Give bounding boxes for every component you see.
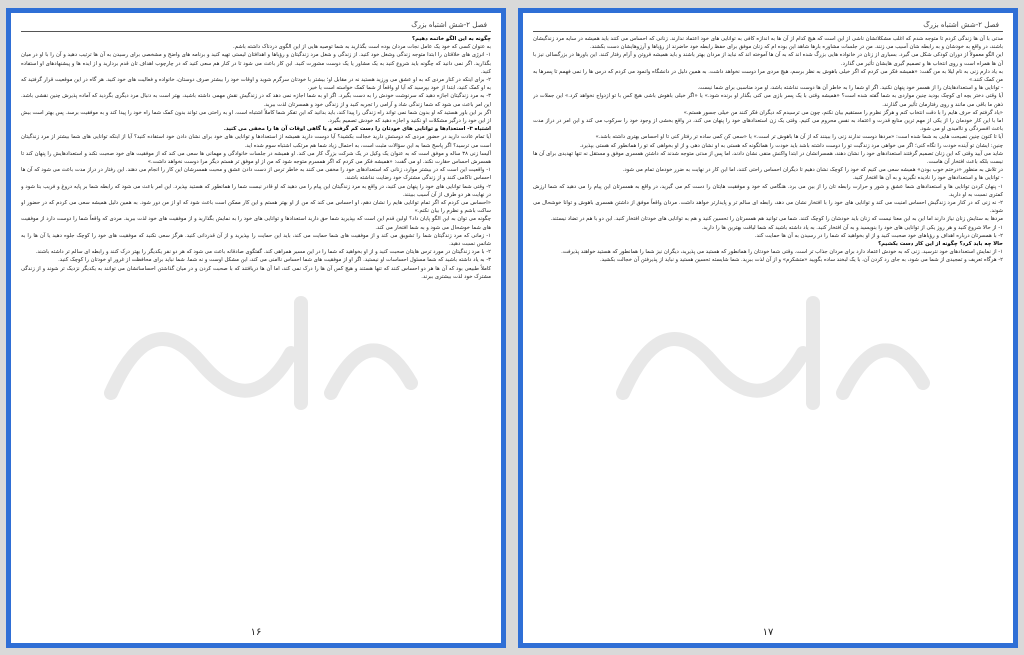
paragraph: «احساس می کردم که اگر تمام توانایی هایم را نشان دهم، او احساس می کند که من از او بهتر هستم و این کار ممکن است باعث شود که او از من دور شود. به همین دلیل همیشه سعی می کردم که در حضور او ساکت باشم و نظرم را بیان نکنم.» (21, 200, 491, 215)
paragraph: شاید می آیید وقتی که این زنان تصمیم گرفتند استعدادهای خود را نشان دهند، همسرانشان در ابتدا واکنش منفی نشان دادند، اما پس از مدتی متوجه شدند که داشتن همسری موفق و مستقل نه تنها تهدیدی برای آن ها نیست بلکه باعث افتخار آن هاست. (533, 150, 1003, 166)
paragraph: مدتی با آن ها زندگی کردم تا متوجه شدم که اغلب مشکلاتشان ناشی از این است که هیچ کدام از آن ها به اندازه کافی به توانایی های خود اعتماد ندارند. زنانی که احساس می کنند باید همیشه در سایه مرد زندگیشان باشند، در واقع به خودشان و به رابطه شان آسیب می زنند. من در جلسات مشاوره بارها شاهد این بوده ام که زنان موفق برای حفظ رابطه خود حاضرند از رؤیاها و آرزوهایشان دست بکشند. (533, 36, 1003, 51)
paragraph: کاملاً طبیعی بود که آن ها هر دو احساس کنند که تنها هستند و هیچ کس آن ها را درک نمی کند، اما آن ها دریافتند که با صحبت کردن و در میان گذاشتن احساساتشان می توانند به یکدیگر نزدیک تر شوند و از زندگی مشترک خود لذت بیشتری ببرند. (21, 265, 491, 280)
running-header: فصل ۲-شش اشتباه بزرگ (21, 21, 491, 32)
paragraph: ۲- برای اینکه در کنار مردی که به او عشق می ورزید هستید نه در مقابل او؛ بیشتر با خودتان سرگرم شوید و اوقات خود را بیشتر صرف دوستان، خانواده و فعالیت های خود کنید. هر گاه در این موقعیت قرار گرفتید که به او کمک کنید، ابتدا از خود بپرسید که آیا او واقعاً از شما کمک خواسته است یا خیر. (21, 77, 491, 92)
paragraph: اگر بر این باور هستید که او بدون شما نمی تواند راه زندگی را پیدا کند، باید بدانید که این تفکر شما کاملاً اشتباه است. او به راحتی می تواند بدون کمک شما راه خود را پیدا کند و به موفقیت برسد. پس بهتر است بیش از این خود را درگیر مشکلات او نکنید و اجازه دهید که خودش تصمیم بگیرد. (21, 109, 491, 125)
paragraph: ۲- هرگاه تعریف و تمجیدی از شما می شود، به جای رد کردن آن، با یک لبخند ساده بگویید «متشکرم» و از آن لذت ببرید. شما شایسته تحسین هستید و نباید از پذیرفتن آن خجالت بکشید. (599, 257, 1003, 264)
paragraph: در تلاش به منظور «درختم خوب بودن» همیشه سعی می کنیم که خود را کوچک نشان دهیم تا دیگران احساس راحتی کنند، اما این کار در نهایت به ضرر خودمان تمام می شود. (622, 167, 1003, 174)
paragraph: ۱- از نمایش استعدادهای خود نترسید. زنی که به خودش اعتماد دارد برای مردان جذاب تر است. وقتی شما خودتان را همانطور که هستید می پذیرید، دیگران نیز شما را همانطور که هستید خواهند پذیرفت. (561, 249, 1003, 256)
paragraph: ۲- وقتی شما توانایی های خود را پنهان می کنید، در واقع به مرد زندگیتان این پیام را می دهید که او قادر نیست شما را همانطور که هستید بپذیرد. این امر باعث می شود که رابطه شما بر پایه دروغ و فریب بنا شود و در نهایت هر دو طرف از آن آسیب ببینند. (21, 183, 491, 198)
page-number: ۱۶ (250, 627, 262, 638)
paragraph: آلیسا زنی ۳۸ ساله و موفق است که به عنوان یک وکیل در یک شرکت بزرگ کار می کند. او همیشه در جلسات خانوادگی و مهمانی ها سعی می کند که از موفقیت های خود صحبت نکند و استعدادهایش را پنهان کند تا همسرش احساس حقارت نکند. او می گفت: «همیشه فکر می کردم که اگر همسرم متوجه شود که من از او موفق تر هستم دیگر مرا دوست نخواهد داشت.» (21, 150, 491, 166)
body-text (21, 35, 491, 281)
paragraph: آیا تمام عادت دارید در حضور مردی که دوستش دارید خجالت بکشید؟ آیا دوست دارید همیشه از استعدادها و توانایی های خود برای نشان دادن خود استفاده کنید؟ آیا از اینکه توانایی های شما بیشتر از مرد زندگیتان است می ترسید؟ اگر پاسخ شما به این سؤالات مثبت است، به احتمال زیاد شما هم مرتکب اشتباه سوم شده اید. (21, 134, 491, 149)
paragraph: ۱- انرژی های خلاقتان را ابتدا متوجه زندگی وشغل خود کنید. از زندگی و شغل مرد زندگیتان و رؤیاها و اهدافتان لیستی تهیه کنید و برنامه های واضح و مشخصی برای رسیدن به آن ها ترتیب دهید و آن را با او در میان بگذارید. اگر نمی دانید که چگونه باید شروع کنید به یک مشاور یا یک دوست مشورت کنید. این کار باعث می شود تا در کنار هم سعی کنید که در چارچوب اهداف تان قدم بردارید و از ایده ها و پیشنهادهای او استفاده کنید. (21, 52, 491, 75)
paragraph: «یاد گرفتم که حرف هایم را با دقت انتخاب کنم و هرگز نظرم را مستقیم بیان نکنم، چون می ترسیدم که دیگران فکر کنند من خیلی جسور هستم.» (683, 109, 1003, 116)
paragraph: ۳- به مرد زندگیتان اجازه دهید که سرنوشت خودش را به دست بگیرد. اگر او به شما اجازه نمی دهد که در زندگیش نقش مهمی داشته باشید، بهتر است به دنبال مرد دیگری بگردید که آماده پذیرش چنین نقشی باشد. این امر باعث می شود که شما زندگی شاد و آرامی را تجربه کنید و از زندگی خود و همسرتان لذت ببرید. (21, 93, 491, 108)
page-content (533, 21, 1003, 621)
paragraph: چنین: ایشان تو آینده خودت را نگاه کنی؛ اگر می خواهی مرد زندگیت تو را دوست داشته باشد باید خودت را همانگونه که هستی به او نشان دهی و از او بخواهی که تو را همانطور که هستی بپذیرد. (579, 142, 1003, 149)
paragraph: - توانایی ها و استعدادهای خود را نادیده نگیرید و به آن ها افتخار کنید. (852, 175, 1003, 182)
paragraph: آیا تا کنون چنین نصیحت هایی به شما شده است: «مردها دوست ندارند زنی را ببینند که از آن ها باهوش تر است.» یا «سعی کن کمی ساده تر رفتار کنی تا او احساس بهتری داشته باشد.» (595, 134, 1003, 141)
paragraph: - توانایی ها و استعدادهایتان را از همسر خود پنهان نکنید. اگر او شما را به خاطر آن ها دوست نداشته باشد، او مرد مناسبی برای شما نیست. (697, 85, 1003, 92)
paragraph: ۱- پنهان کردن توانایی ها و استعدادهای شما عشق و شور و حرارت رابطه تان را از بین می برد. هنگامی که خود و موفقیت هایتان را دست کم می گیرید، در واقع به همسرتان این پیام را می دهید که شما ارزش کمتری نسبت به او دارید. (533, 183, 1003, 198)
paragraph: ۲- با همسرتان درباره اهداف و رؤیاهای خود صحبت کنید و از او بخواهید که شما را در رسیدن به آن ها حمایت کند. (754, 232, 1003, 239)
paragraph: حالا چه باید کرد؟ چگونه از این کار دست بکشیم؟ (878, 241, 1003, 248)
body-text (533, 35, 1003, 265)
page-17 (518, 8, 1018, 648)
paragraph: اشتباه ۳- استعدادها و توانایی های خودتان را دست کم گرفته و یا گاهی اوقات آن ها را مخفی می کنید. (223, 126, 491, 133)
page-16 (6, 8, 506, 648)
paragraph: ۲- نه زنی که در کنار مرد زندگیش احساس امنیت می کند و توانایی های خود را با افتخار نشان می دهد، رابطه ای سالم تر و پایدارتر خواهد داشت. مردان واقعاً موفق از داشتن همسری باهوش و توانا خوشحال می شوند. (533, 200, 1003, 215)
running-header: فصل ۲-شش اشتباه بزرگ (533, 21, 1003, 32)
paragraph: آیا وقتی دختر بچه ای کوچک بودید چنین مواردی به شما گفته شده است؟ «همیشه وقتی با یک پسر بازی می کنی بگذار او برنده شود.» یا «اگر خیلی باهوش باشی هیچ کس با تو ازدواج نخواهد کرد.» این جملات در ذهن ما باقی می مانند و روی رفتارمان تأثیر می گذارند. (533, 93, 1003, 108)
paragraph: به عنوان کسی که خود یک عامل نجات مردان بوده است بگذارید به شما توصیه هایی از این الگوی دردناک داشته باشم. (233, 44, 491, 51)
page-number: ۱۷ (762, 627, 774, 638)
paragraph: ۱- واقعیت این است که در بیشتر موارد، زنانی که استعدادهای خود را مخفی می کنند به خاطر ترس از دست دادن عشق و محبت همسرشان این کار را انجام می دهند. این رفتار در دراز مدت باعث می شود که آن ها احساس ناکامی کنند و از زندگی مشترک خود رضایت نداشته باشند. (21, 167, 491, 182)
paragraph: اما با این کار خودمان را از یکی از مهم ترین منابع قدرت و اعتماد به نفس محروم می کنیم. وقتی یک زن استعدادهای خود را پنهان می کند، در واقع بخشی از وجود خود را سرکوب می کند و این امر در دراز مدت باعث افسردگی و ناامیدی او می شود. (533, 118, 1003, 133)
paragraph: ۱- از حالا شروع کنید و هر روز یکی از توانایی های خود را بنویسید و به آن افتخار کنید. به یاد داشته باشید که شما لیاقت بهترین ها را دارید. (701, 224, 1003, 231)
paragraph: ۱- زمانی که مرد زندگیتان شما را تشویق می کند و از موفقیت های شما حمایت می کند، باید این حمایت را بپذیرید و از آن قدردانی کنید. هرگز سعی نکنید که موفقیت های خود را کوچک جلوه دهید یا آن ها را به شانس نسبت دهید. (21, 232, 491, 248)
paragraph: مردها به ستایش زنان نیاز دارند اما این به این معنا نیست که زنان باید خودشان را کوچک کنند. شما می توانید هم همسرتان را تحسین کنید و هم به توانایی های خودتان افتخار کنید. این دو با هم در تضاد نیستند. (550, 216, 1003, 223)
paragraph: چگونه می توان به این الگو پایان داد؟ اولین قدم این است که بپذیرید شما حق دارید استعدادها و توانایی های خود را به نمایش بگذارید و از موفقیت های خود لذت ببرید. مردی که واقعاً شما را دوست دارد از موفقیت های شما خوشحال می شود و به شما افتخار می کند. (21, 216, 491, 231)
paragraph: این الگو معمولاً از دوران کودکی شکل می گیرد. بسیاری از زنان در خانواده هایی بزرگ شده اند که به آن ها آموخته اند که نباید از مردان بهتر باشند و باید همیشه فروتن و آرام رفتار کنند. این باورها در بزرگسالی نیز با آن ها همراه است و روی انتخاب ها و تصمیم گیری هایشان تأثیر می گذارد. (533, 52, 1003, 67)
paragraph: ۲- با مرد زندگیتان در مورد ترس هایتان صحبت کنید و از او بخواهید که شما را در این مسیر همراهی کند. گفتگوی صادقانه باعث می شود که هر دو نفر یکدیگر را بهتر درک کنند و رابطه ای سالم تر داشته باشند. (35, 249, 491, 256)
paragraph: به یاد دارم زنی به نام لیلا به من گفت: «همیشه فکر می کردم که اگر خیلی باهوش به نظر برسم، هیچ مردی مرا دوست نخواهد داشت. به همین دلیل در دانشگاه وانمود می کردم که درس ها را نمی فهمم تا پسرها به من کمک کنند.» (533, 68, 1003, 84)
paragraph: چگونه به این الگو خاتمه دهیم؟ (412, 36, 491, 42)
paragraph: ۳- به یاد داشته باشید که شما مسئول احساسات او نیستید. اگر او از موفقیت های شما احساس ناامنی می کند، این مشکل اوست و نه شما. شما نباید برای محافظت از غرور او خودتان را کوچک کنید. (58, 257, 491, 264)
page-content (21, 21, 491, 621)
